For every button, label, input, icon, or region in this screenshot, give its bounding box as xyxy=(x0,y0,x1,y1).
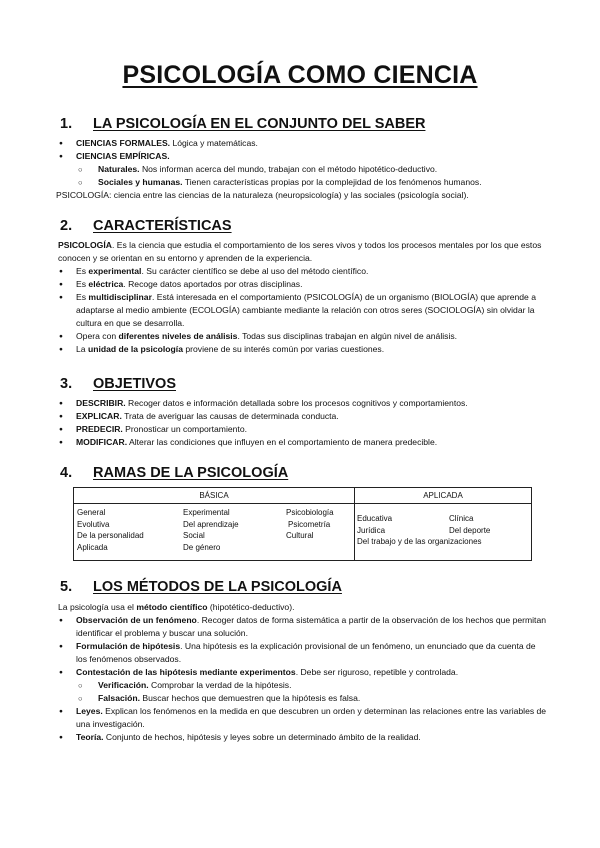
list-item: ● CIENCIAS FORMALES. Lógica y matemáticas. xyxy=(58,137,548,150)
section-1-heading xyxy=(60,115,425,133)
ramas-table xyxy=(73,487,532,561)
sub-list-item: ○ Falsación. Buscar hechos que demuestren que la hipótesis es falsa. xyxy=(58,692,548,705)
sub-list-item: ○ Verificación. Comprobar la verdad de la hipótesis. xyxy=(58,679,548,692)
rama-item: Del deporte xyxy=(449,525,491,535)
rama-item: Clínica xyxy=(449,514,474,523)
section-number: 1. xyxy=(60,116,73,132)
section-5-heading xyxy=(60,578,342,596)
list-item: ● Es multidisciplinar. Está interesada en el comportamiento (PSICOLOGÍA) de un organismo (BIOLOGÍA) que aprende a adaptarse al medio ambiente (ECOLOGÍA) cambiante mediante la relación con otros seres (SOCIOLOGÍA) sin olvidar la cultura en que se desarrolla. xyxy=(58,291,548,330)
section-5-body xyxy=(58,601,548,744)
section-title: LA PSICOLOGÍA EN EL CONJUNTO DEL SABER xyxy=(93,116,426,132)
rama-item: De género xyxy=(183,542,221,552)
section-number: 5. xyxy=(60,579,73,595)
paragraph-note: PSICOLOGÍA: ciencia entre las ciencias de la naturaleza (neuropsicología) y las sociales (psicología social). xyxy=(56,190,469,200)
section-number: 2. xyxy=(60,218,73,234)
aplicada-header: APLICADA xyxy=(355,488,532,504)
basica-column xyxy=(286,507,334,553)
section-2-heading xyxy=(60,217,232,235)
basica-column xyxy=(77,507,183,553)
list-item: ● Opera con diferentes niveles de análisis. Todas sus disciplinas trabajan en algún nivel de análisis. xyxy=(58,330,548,343)
sub-list-item: ○ Sociales y humanas. Tienen características propias por la complejidad de los fenómenos humanos. xyxy=(58,176,548,189)
basica-column xyxy=(183,507,286,553)
section-title: OBJETIVOS xyxy=(93,376,176,392)
section-4-heading xyxy=(60,464,288,482)
rama-item: Aplicada xyxy=(77,542,108,552)
basica-cell xyxy=(74,504,355,561)
rama-item: General xyxy=(77,508,106,517)
aplicada-row xyxy=(357,513,529,525)
section-number: 4. xyxy=(60,465,73,481)
list-item: ● Observación de un fenómeno. Recoger datos de forma sistemática a partir de la observación de los hechos que permitan identificar el problema y buscar una solución. xyxy=(58,614,548,640)
list-item: ● Leyes. Explican los fenómenos en la medida en que descubren un orden y determinan las relaciones entre las variables de una investigación. xyxy=(58,705,548,731)
section-1-body xyxy=(58,137,548,202)
rama-item: Evolutiva xyxy=(77,519,110,529)
list-item: ● Teoría. Conjunto de hechos, hipótesis y leyes sobre un determinado ámbito de la realidad. xyxy=(58,731,548,744)
rama-item: Psicometría xyxy=(288,519,331,529)
list-item: ● EXPLICAR. Trata de averiguar las causas de determinada conducta. xyxy=(58,410,548,423)
rama-item: De la personalidad xyxy=(77,531,144,540)
rama-item: Del aprendizaje xyxy=(183,519,239,529)
paragraph-intro: La psicología usa el método científico (hipotético-deductivo). xyxy=(58,602,295,612)
rama-item: Cultural xyxy=(286,531,314,540)
aplicada-row xyxy=(357,525,529,537)
rama-item: Del trabajo y de las organizaciones xyxy=(357,537,482,546)
list-item: ● Es experimental. Su carácter científico se debe al uso del método científico. xyxy=(58,265,548,278)
list-item: ● La unidad de la psicología proviene de su interés común por varias cuestiones. xyxy=(58,343,548,356)
section-title: LOS MÉTODOS DE LA PSICOLOGÍA xyxy=(93,579,342,595)
rama-item: Social xyxy=(183,531,205,540)
basica-header: BÁSICA xyxy=(74,488,355,504)
section-2-body xyxy=(58,239,548,356)
paragraph-intro: PSICOLOGÍA. Es la ciencia que estudia el comportamiento de los seres vivos y todos los procesos mentales por los que estos conocen y se orientan en su entorno y aprenden de la experiencia. xyxy=(58,240,542,263)
list-item: ● CIENCIAS EMPÍRICAS. xyxy=(58,150,548,163)
list-item: ● Formulación de hipótesis. Una hipótesis es la explicación provisional de un fenómeno, un enunciado que da cuenta de los fenómenos observados. xyxy=(58,640,548,666)
section-title: CARACTERÍSTICAS xyxy=(93,218,232,234)
rama-item: Educativa xyxy=(357,514,393,523)
document-title: PSICOLOGÍA COMO CIENCIA xyxy=(122,61,478,89)
list-item: ● MODIFICAR. Alterar las condiciones que influyen en el comportamiento de manera predecible. xyxy=(58,436,548,449)
list-item: ● DESCRIBIR. Recoger datos e información detallada sobre los procesos cognitivos y comportamientos. xyxy=(58,397,548,410)
list-item: ● PREDECIR. Pronosticar un comportamiento. xyxy=(58,423,548,436)
section-3-body xyxy=(58,397,548,449)
section-title: RAMAS DE LA PSICOLOGÍA xyxy=(93,465,289,481)
list-item: ● Es eléctrica. Recoge datos aportados por otras disciplinas. xyxy=(58,278,548,291)
section-number: 3. xyxy=(60,376,73,392)
rama-item: Jurídica xyxy=(357,525,386,535)
rama-item: Experimental xyxy=(183,508,230,517)
section-3-heading xyxy=(60,375,176,393)
rama-item: Psicobiología xyxy=(286,508,334,517)
sub-list-item: ○ Naturales. Nos informan acerca del mundo, trabajan con el método hipotético-deductivo. xyxy=(58,163,548,176)
aplicada-cell xyxy=(355,504,532,561)
list-item: ● Contestación de las hipótesis mediante experimentos. Debe ser riguroso, repetible y controlada. xyxy=(58,666,548,679)
